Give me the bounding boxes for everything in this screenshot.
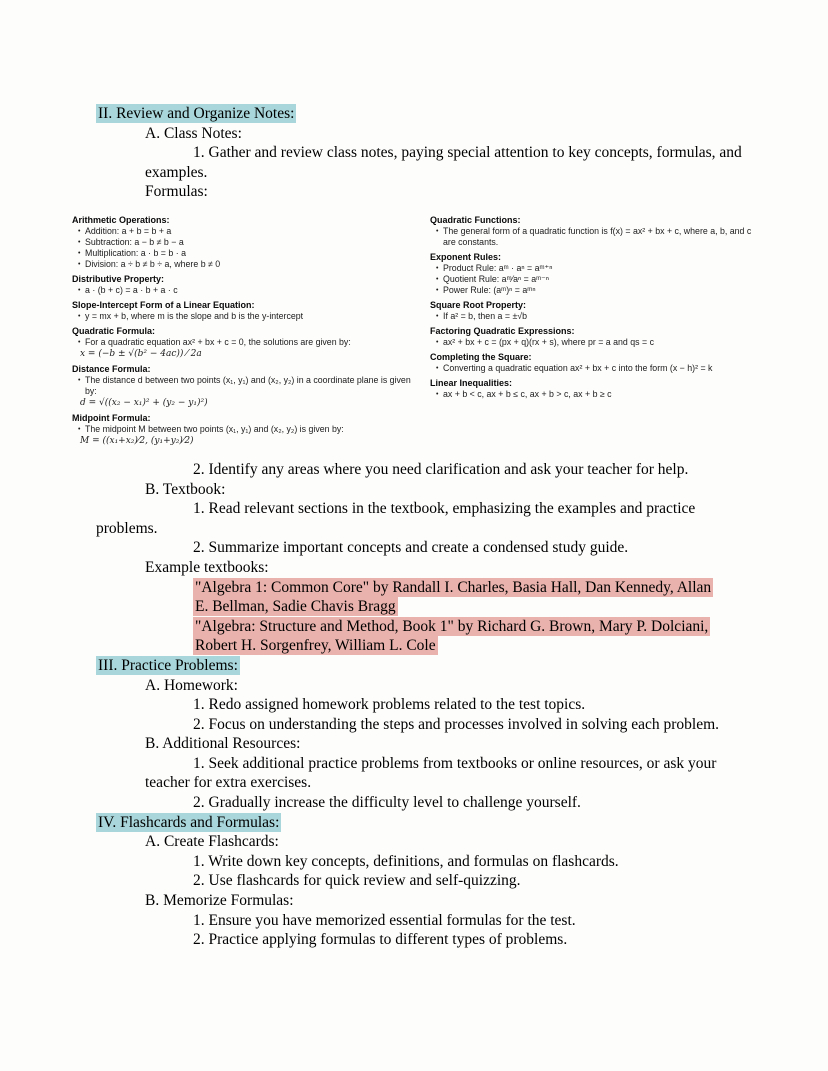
formula-text: Quotient Rule: aᵐ⁄aⁿ = aᵐ⁻ⁿ: [443, 273, 549, 284]
bullet-icon: •: [78, 238, 81, 246]
bullet-icon: •: [436, 338, 439, 346]
outline-line: [193, 715, 793, 735]
formula-line: [430, 226, 764, 248]
formula-group: [72, 273, 424, 296]
highlighted-text: II. Review and Organize Notes:: [98, 105, 295, 122]
formula-line: [430, 389, 764, 400]
bullet-icon: •: [436, 264, 439, 272]
outline-line: [145, 754, 743, 793]
bullet-icon: •: [78, 376, 81, 384]
formula-line: [72, 248, 424, 259]
formula-group: [72, 299, 424, 322]
formula-text: y = mx + b, where m is the slope and b is the y-intercept: [85, 310, 304, 321]
outline-text: 2. Focus on understanding the steps and processes involved in solving each problem.: [193, 715, 720, 733]
outline-line: [96, 813, 828, 833]
bullet-icon: •: [436, 227, 439, 235]
outline-text: 2. Practice applying formulas to different types of problems.: [193, 931, 568, 949]
highlighted-text: "Algebra 1: Common Core" by Randall I. Charles, Basia Hall, Dan Kennedy, Allan E. Bellman, Sadie Chavis Bragg: [195, 578, 712, 616]
outline-text: 2. Use flashcards for quick review and self-quizzing.: [193, 872, 521, 890]
formula-text: ax² + bx + c = (px + q)(rx + s), where pr = a and qs = c: [443, 336, 654, 347]
formula-text: The distance d between two points (x₁, y₁) and (x₂, y₂) in a coordinate plane is given by:: [85, 374, 411, 396]
bullet-icon: •: [436, 390, 439, 398]
bullet-icon: •: [78, 338, 81, 346]
formulas-left-column: [72, 214, 424, 447]
formula-line: [430, 363, 764, 374]
outline-line: [145, 676, 828, 696]
formula-line: [72, 226, 424, 237]
formula-line: [430, 311, 764, 322]
outline-top: [0, 104, 828, 202]
outline-text: 1. Read relevant sections in the textbook, emphasizing the examples and practice problems.: [96, 500, 696, 537]
outline-text: 1. Write down key concepts, definitions, and formulas on flashcards.: [193, 852, 619, 870]
formula-text: For a quadratic equation ax² + bx + c = 0, the solutions are given by:: [85, 336, 351, 347]
formula-text: The general form of a quadratic function is f(x) = ax² + bx + c, where a, b, and c are constants.: [443, 225, 752, 247]
formula-group-title: Slope-Intercept Form of a Linear Equation:: [72, 299, 255, 310]
outline-line: [193, 911, 793, 931]
formula-line: [72, 237, 424, 248]
highlighted-text: "Algebra: Structure and Method, Book 1" by Richard G. Brown, Mary P. Dolciani, Robert H. Sorgenfrey, William L. Cole: [195, 617, 709, 655]
outline-text: 1. Ensure you have memorized essential formulas for the test.: [193, 911, 576, 929]
outline-line: [193, 695, 793, 715]
outline-text: A. Create Flashcards:: [145, 833, 279, 851]
formula-group: [72, 412, 424, 447]
highlighted-text: III. Practice Problems:: [98, 656, 238, 674]
formula-math: d = √((x₂ − x₁)² + (y₂ − y₁)²): [80, 397, 208, 408]
outline-line: [145, 182, 828, 202]
outline-line: [193, 852, 793, 872]
bullet-icon: •: [78, 227, 81, 235]
formula-group-title: Distance Formula:: [72, 363, 151, 374]
outline-text: A. Homework:: [145, 676, 238, 694]
outline-line: [96, 499, 744, 538]
formula-line: [72, 337, 424, 348]
formula-group: [430, 251, 764, 296]
formula-group: [430, 325, 764, 348]
outline-bottom: [0, 460, 828, 950]
formula-group: [430, 351, 764, 374]
outline-text: Example textbooks:: [145, 558, 269, 576]
formula-line: [430, 285, 764, 296]
formula-line: [72, 285, 424, 296]
formula-line: [72, 259, 424, 270]
formulas-section: [72, 214, 828, 447]
outline-text: 1. Gather and review class notes, paying special attention to key concepts, formulas, and examples.: [145, 144, 742, 181]
outline-text: 1. Redo assigned homework problems related to the test topics.: [193, 696, 586, 714]
bullet-icon: •: [78, 312, 81, 320]
formula-line: [72, 424, 424, 435]
formula-line: [430, 337, 764, 348]
formula-math: M = ((x₁+x₂)⁄2, (y₁+y₂)⁄2): [80, 435, 194, 446]
outline-line: [193, 871, 793, 891]
formula-group-title: Midpoint Formula:: [72, 412, 151, 423]
formula-group-title: Distributive Property:: [72, 273, 165, 284]
formula-text: The midpoint M between two points (x₁, y₁) and (x₂, y₂) is given by:: [85, 423, 344, 434]
formula-group: [430, 214, 764, 248]
formula-text: a · (b + c) = a · b + a · c: [85, 284, 178, 295]
bullet-icon: •: [78, 425, 81, 433]
outline-line: [96, 104, 828, 124]
highlighted-text: IV. Flashcards and Formulas:: [98, 813, 280, 831]
outline-text: A. Class Notes:: [145, 124, 242, 142]
outline-line: [145, 734, 828, 754]
outline-text: B. Additional Resources:: [145, 735, 301, 753]
outline-text: 2. Identify any areas where you need clarification and ask your teacher for help.: [193, 460, 689, 478]
outline-text: B. Memorize Formulas:: [145, 892, 294, 910]
formula-text: Multiplication: a · b = b · a: [85, 247, 186, 258]
formula-text: Converting a quadratic equation ax² + bx + c into the form (x − h)² = k: [443, 362, 713, 373]
outline-line: [193, 538, 793, 558]
formula-text: If a² = b, then a = ±√b: [443, 310, 527, 321]
bullet-icon: •: [78, 260, 81, 268]
outline-line: [96, 656, 828, 676]
outline-text: 2. Summarize important concepts and create a condensed study guide.: [193, 539, 629, 557]
formula-line: [72, 375, 424, 397]
outline-text: Formulas:: [145, 183, 208, 201]
outline-line: [193, 578, 715, 617]
outline-line: [145, 558, 828, 578]
formula-math: x = (−b ± √(b² − 4ac)) ⁄ 2a: [80, 348, 202, 359]
outline-line: [193, 930, 793, 950]
outline-line: [145, 832, 828, 852]
bullet-icon: •: [436, 286, 439, 294]
outline-line: [145, 891, 828, 911]
formula-line: [72, 311, 424, 322]
formula-line: [430, 263, 764, 274]
bullet-icon: •: [78, 286, 81, 294]
bullet-icon: •: [436, 364, 439, 372]
formula-group-title: Exponent Rules:: [430, 251, 502, 262]
outline-line: [145, 143, 743, 182]
outline-text: 2. Gradually increase the difficulty level to challenge yourself.: [193, 794, 581, 812]
formula-group-title: Quadratic Formula:: [72, 325, 156, 336]
outline-text: B. Textbook:: [145, 480, 226, 498]
bullet-icon: •: [78, 249, 81, 257]
formula-group: [72, 325, 424, 360]
formula-group: [72, 214, 424, 270]
formula-line: [430, 274, 764, 285]
formula-group-title: Factoring Quadratic Expressions:: [430, 325, 575, 336]
formula-group-title: Arithmetic Operations:: [72, 214, 170, 225]
formula-text: Product Rule: aᵐ · aⁿ = aᵐ⁺ⁿ: [443, 262, 553, 273]
formula-group: [72, 363, 424, 409]
outline-line: [193, 793, 793, 813]
formula-text: Division: a ÷ b ≠ b ÷ a, where b ≠ 0: [85, 258, 221, 269]
formula-text: Addition: a + b = b + a: [85, 225, 172, 236]
formulas-right-column: [430, 214, 764, 400]
bullet-icon: •: [436, 275, 439, 283]
formula-group-title: Linear Inequalities:: [430, 377, 513, 388]
outline-line: [193, 617, 715, 656]
outline-line: [145, 124, 828, 144]
formula-text: Subtraction: a − b ≠ b − a: [85, 236, 184, 247]
formula-group: [430, 377, 764, 400]
formula-group: [430, 299, 764, 322]
formula-text: Power Rule: (aᵐ)ⁿ = aᵐⁿ: [443, 284, 536, 295]
outline-text: 1. Seek additional practice problems from textbooks or online resources, or ask your teacher for extra exercises.: [145, 754, 717, 792]
outline-line: [145, 480, 828, 500]
bullet-icon: •: [436, 312, 439, 320]
formula-group-title: Quadratic Functions:: [430, 214, 521, 225]
formula-text: ax + b < c, ax + b ≤ c, ax + b > c, ax + b ≥ c: [443, 388, 612, 399]
formula-group-title: Square Root Property:: [430, 299, 527, 310]
formula-group-title: Completing the Square:: [430, 351, 532, 362]
outline-line: [193, 460, 793, 480]
